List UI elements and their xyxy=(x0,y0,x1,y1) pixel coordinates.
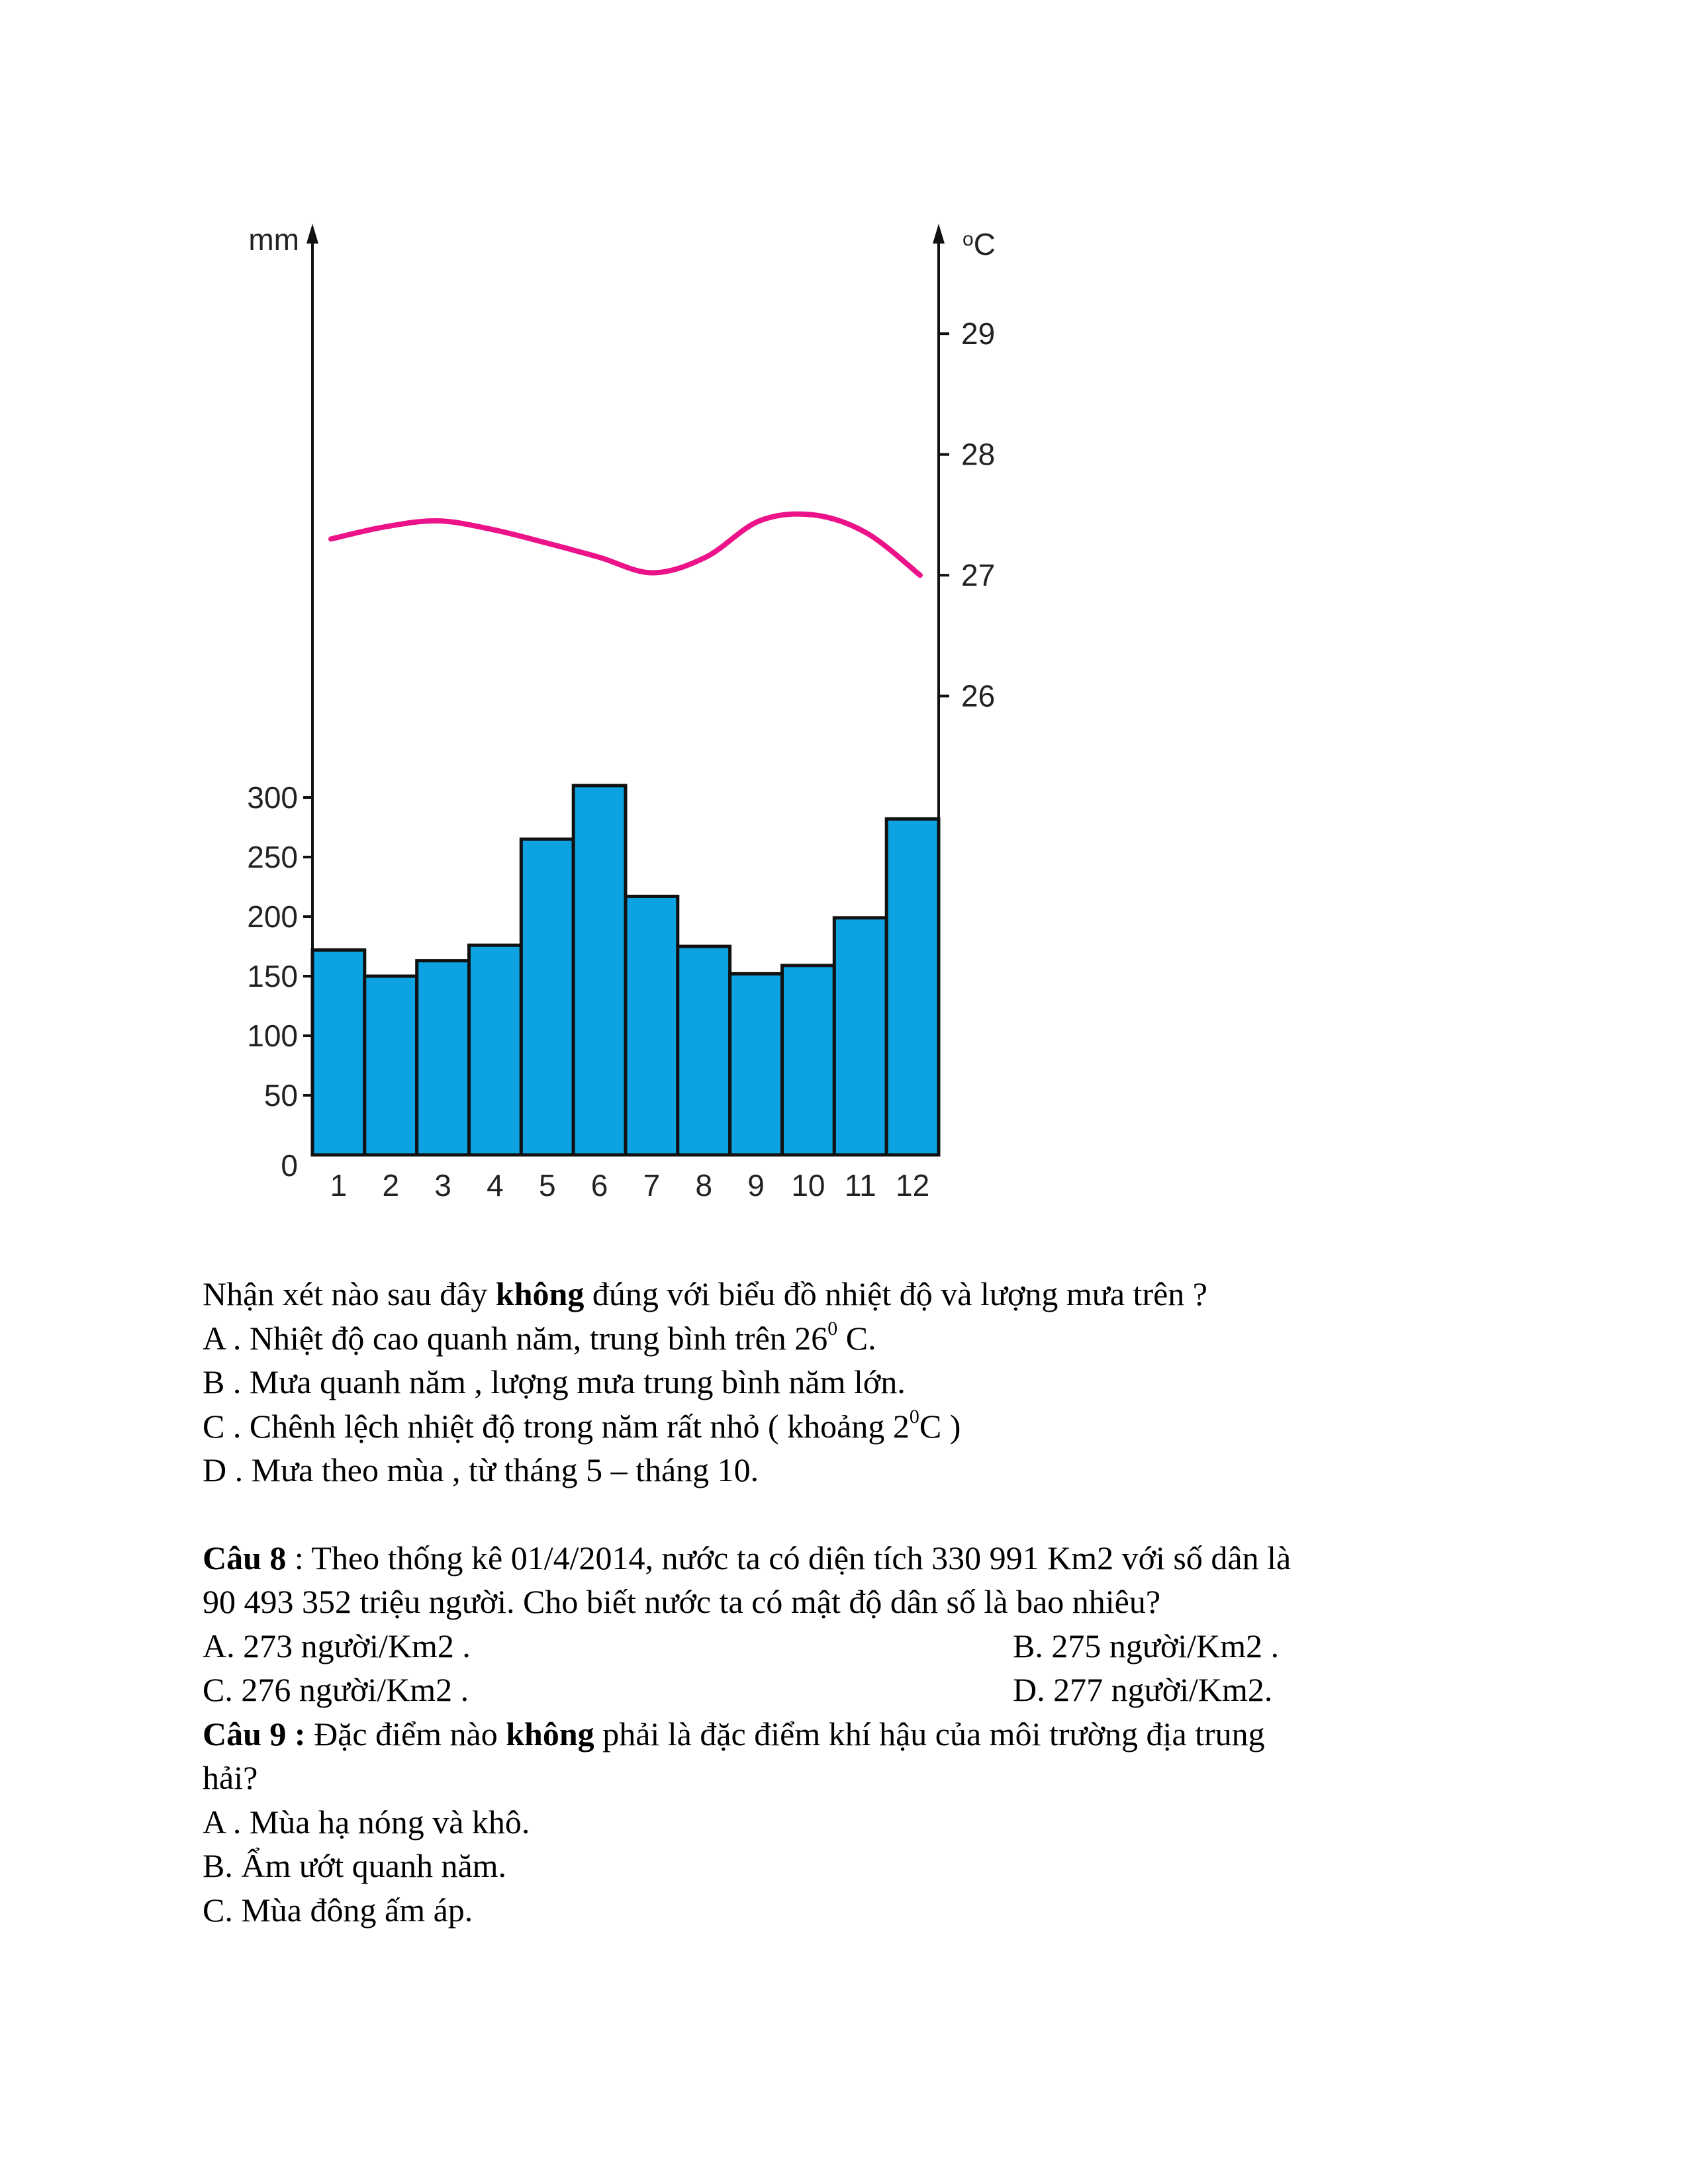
q7-option-d: D . Mưa theo mùa , từ tháng 5 – tháng 10. xyxy=(203,1451,759,1488)
unit-degree: o xyxy=(962,228,974,250)
q8-line2: 90 493 352 triệu người. Cho biết nước ta có mật độ dân số là bao nhiêu? xyxy=(203,1583,1161,1620)
rain-bar-10 xyxy=(782,966,835,1155)
right-tick-label-27: 27 xyxy=(961,558,996,593)
left-tick-label-0: 0 xyxy=(281,1148,298,1183)
question-text xyxy=(203,1272,1526,1932)
rain-bar-1 xyxy=(312,950,365,1155)
q8-option-b: B. 275 người/Km2 . xyxy=(1013,1627,1280,1664)
q8-options-row2 xyxy=(203,1668,1526,1712)
q9-option-a: A . Mùa hạ nóng và khô. xyxy=(203,1803,530,1841)
left-tick-label-50: 50 xyxy=(263,1078,298,1113)
q7-option-b: B . Mưa quanh năm , lượng mưa trung bình năm lớn. xyxy=(203,1363,906,1400)
q7-stem xyxy=(203,1272,1526,1316)
rain-bar-5 xyxy=(521,839,573,1155)
rain-bar-2 xyxy=(365,976,417,1155)
rain-bar-3 xyxy=(417,961,469,1155)
x-tick-label-6: 6 xyxy=(590,1168,608,1203)
x-tick-label-11: 11 xyxy=(844,1168,876,1203)
q7-option-c xyxy=(203,1404,1526,1449)
q8-option-d: D. 277 người/Km2. xyxy=(1013,1671,1273,1708)
x-tick-label-12: 12 xyxy=(896,1168,930,1203)
q7-stem-bold: không xyxy=(495,1275,585,1312)
q9-option-b: B. Ẩm ướt quanh năm. xyxy=(203,1847,507,1884)
x-tick-label-9: 9 xyxy=(747,1168,765,1203)
q8-option-c: C. 276 người/Km2 . xyxy=(203,1671,469,1708)
temperature-layer xyxy=(331,514,920,576)
q7-c-text: C . Chênh lệch nhiệt độ trong năm rất nhỏ ( khoảng 2 xyxy=(203,1407,910,1445)
x-tick-label-8: 8 xyxy=(695,1168,713,1203)
left-tick-label-200: 200 xyxy=(247,899,298,934)
x-tick-label-1: 1 xyxy=(330,1168,348,1203)
q9-option-c: C. Mùa đông ấm áp. xyxy=(203,1891,473,1929)
q7-a-text: A . Nhiệt độ cao quanh năm, trung bình trên 26 xyxy=(203,1319,828,1357)
rain-bar-11 xyxy=(834,918,886,1155)
right-tick-label-26: 26 xyxy=(961,678,996,713)
left-tick-label-100: 100 xyxy=(247,1019,298,1053)
q7-c-sup: 0 xyxy=(909,1405,919,1428)
rain-bar-6 xyxy=(573,786,626,1155)
x-tick-label-4: 4 xyxy=(487,1168,504,1203)
rain-bar-7 xyxy=(626,896,678,1155)
q8-line1 xyxy=(203,1536,1526,1580)
rain-bar-9 xyxy=(730,974,782,1155)
q7-c-post: C ) xyxy=(919,1407,961,1445)
q9-text-bold: không xyxy=(506,1715,594,1752)
left-axis-unit: mm xyxy=(248,222,299,257)
q7-stem-pre: Nhận xét nào sau đây xyxy=(203,1275,496,1312)
rainfall-bars xyxy=(312,786,939,1155)
q9-text-pre: Đặc điểm nào xyxy=(305,1715,506,1752)
x-tick-label-3: 3 xyxy=(434,1168,451,1203)
q7-a-post: C. xyxy=(837,1319,876,1357)
right-axis-arrow xyxy=(933,224,945,244)
q7-a-sup: 0 xyxy=(827,1317,838,1340)
right-tick-label-29: 29 xyxy=(961,316,996,351)
x-tick-label-10: 10 xyxy=(791,1168,825,1203)
left-axis-arrow xyxy=(306,224,318,244)
left-tick-label-300: 300 xyxy=(247,780,298,815)
right-tick-label-28: 28 xyxy=(961,437,996,472)
temperature-line xyxy=(331,514,920,576)
q9-label: Câu 9 : xyxy=(203,1715,306,1752)
left-tick-label-250: 250 xyxy=(247,840,298,874)
left-tick-label-150: 150 xyxy=(247,959,298,993)
q9-stem-cont: hải? xyxy=(203,1759,258,1796)
q9-text-post: phải là đặc điểm khí hậu của môi trường địa trung xyxy=(594,1715,1265,1752)
unit-c: C xyxy=(973,227,996,261)
q9-stem xyxy=(203,1712,1526,1756)
q7-option-a xyxy=(203,1316,1526,1361)
x-tick-label-2: 2 xyxy=(382,1168,400,1203)
x-tick-label-7: 7 xyxy=(643,1168,661,1203)
q7-stem-post: đúng với biểu đồ nhiệt độ và lượng mưa trên ? xyxy=(584,1275,1207,1312)
q8-option-a: A. 273 người/Km2 . xyxy=(203,1627,471,1664)
rain-bar-8 xyxy=(678,946,730,1155)
x-tick-label-5: 5 xyxy=(539,1168,556,1203)
q8-label: Câu 8 xyxy=(203,1539,287,1576)
rain-bar-12 xyxy=(886,819,939,1155)
q8-text1: : Theo thống kê 01/4/2014, nước ta có diện tích 330 991 Km2 với số dân là xyxy=(286,1539,1291,1576)
rain-bar-4 xyxy=(469,945,522,1155)
spacer xyxy=(203,1492,1526,1536)
right-axis-unit xyxy=(962,227,996,261)
q8-options-row1 xyxy=(203,1624,1526,1668)
